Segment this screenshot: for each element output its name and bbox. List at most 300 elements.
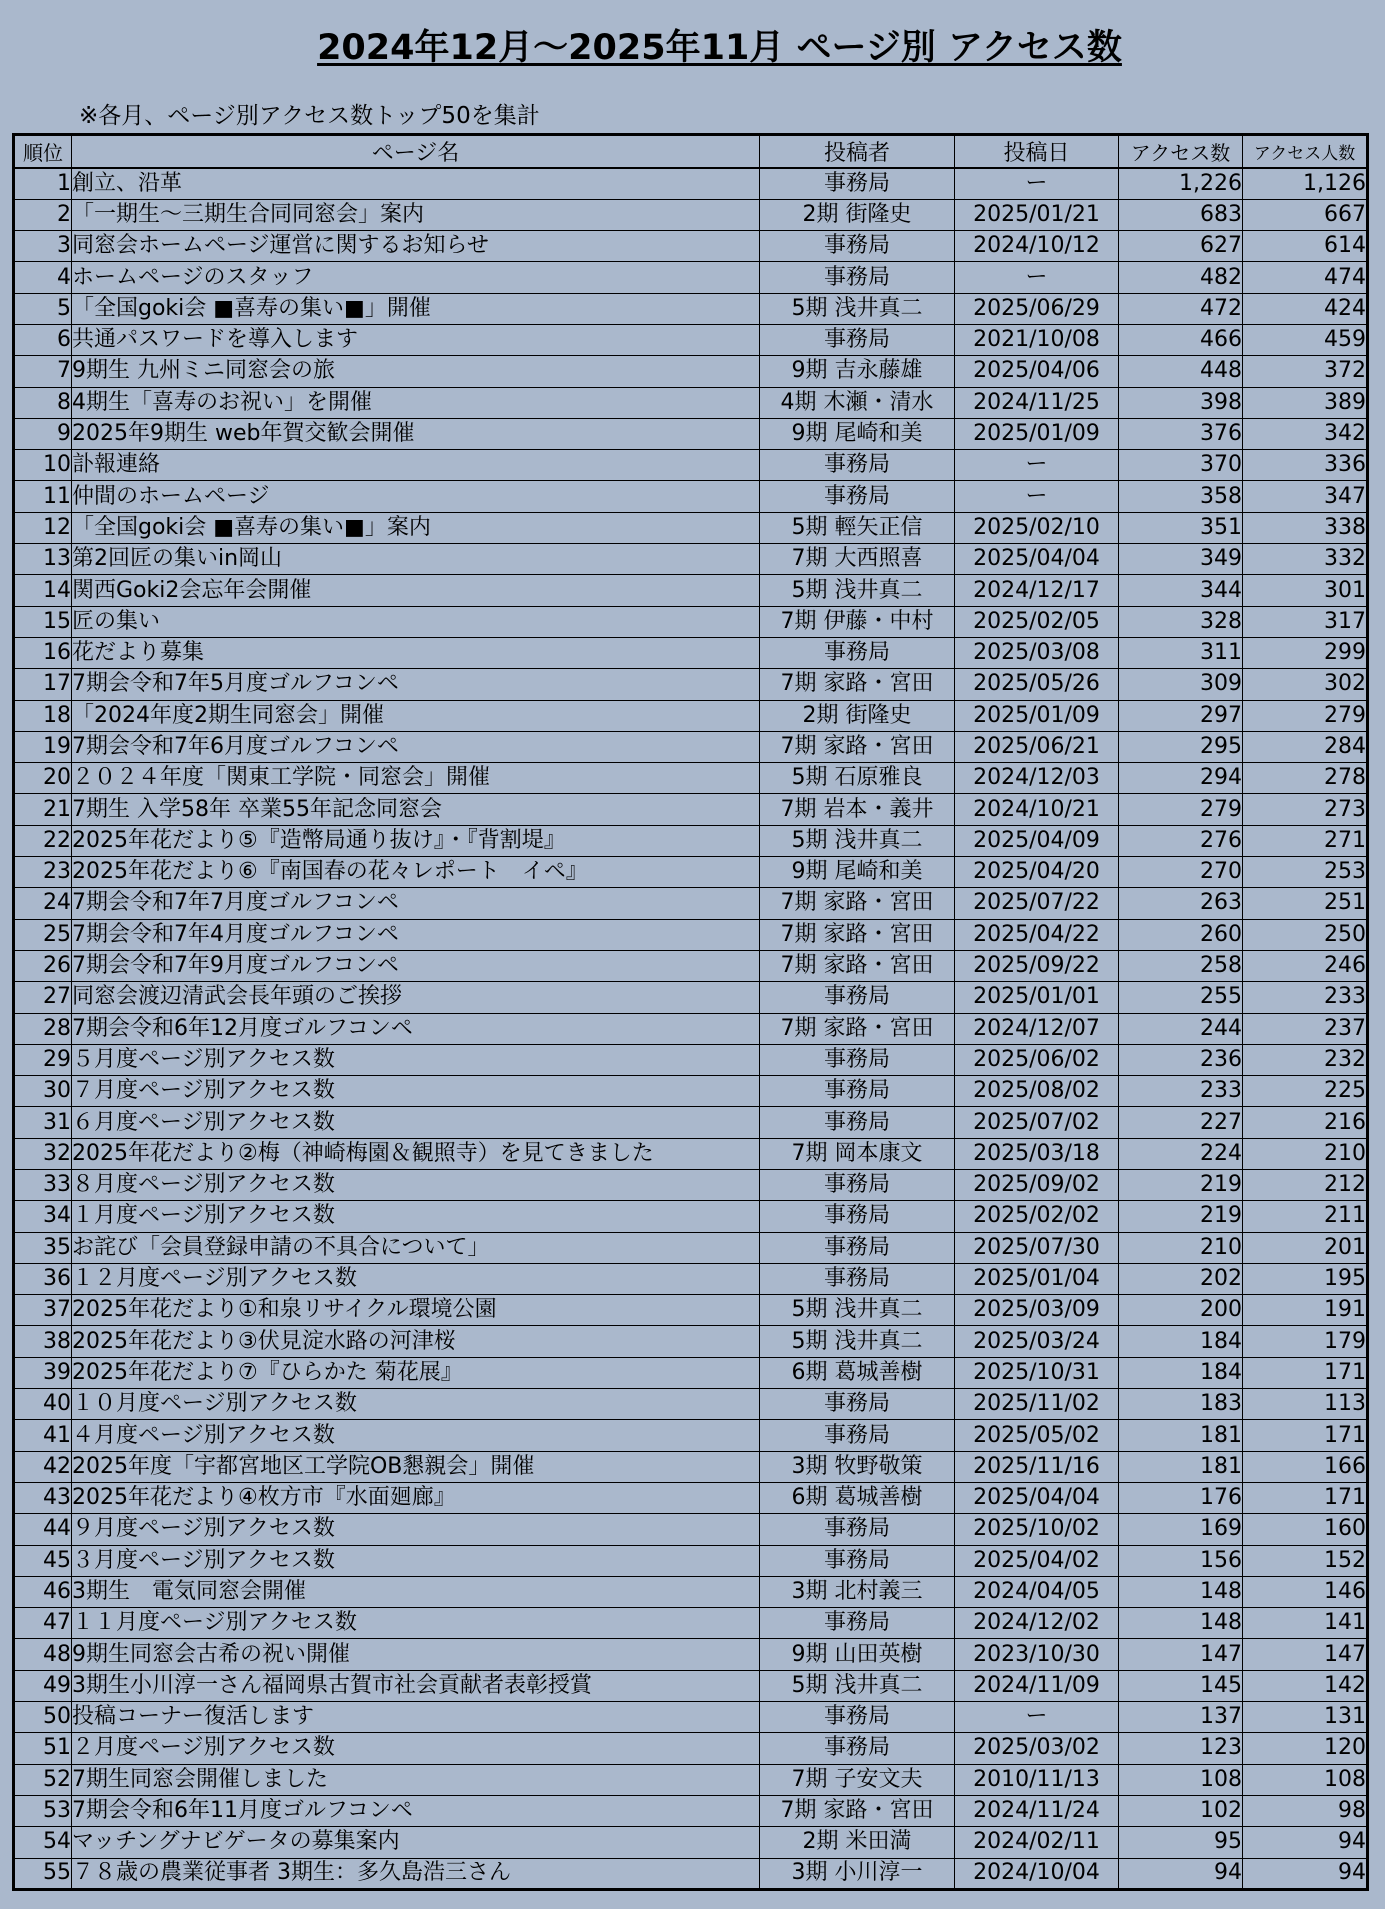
- visitor-count-cell: 171: [1243, 1482, 1368, 1513]
- rank-cell: 11: [14, 481, 72, 512]
- access-count-cell: 200: [1119, 1295, 1243, 1326]
- access-count-cell: 181: [1119, 1451, 1243, 1482]
- access-count-cell: 183: [1119, 1389, 1243, 1420]
- table-row: [14, 168, 1368, 199]
- post-date-cell: 2024/12/07: [955, 1013, 1119, 1044]
- access-count-cell: 156: [1119, 1545, 1243, 1576]
- page-name-cell: ５月度ページ別アクセス数: [72, 1044, 760, 1075]
- poster-cell: 7期 家路・宮田: [760, 1013, 955, 1044]
- page-name-cell: 投稿コーナー復活します: [72, 1702, 760, 1733]
- rank-cell: 14: [14, 575, 72, 606]
- post-date-cell: 2024/12/03: [955, 763, 1119, 794]
- access-count-cell: 279: [1119, 794, 1243, 825]
- page-name-cell: 7期会令和7年6月度ゴルフコンペ: [72, 731, 760, 762]
- poster-cell: 事務局: [760, 1514, 955, 1545]
- page-name-cell: 7期会令和6年11月度ゴルフコンペ: [72, 1795, 760, 1826]
- page-name-cell: 7期会令和7年4月度ゴルフコンペ: [72, 919, 760, 950]
- poster-cell: 事務局: [760, 1170, 955, 1201]
- poster-cell: 7期 大西照喜: [760, 544, 955, 575]
- table-row: [14, 1482, 1368, 1513]
- table-row: [14, 1326, 1368, 1357]
- poster-cell: 事務局: [760, 1545, 955, 1576]
- poster-cell: 5期 石原雅良: [760, 763, 955, 794]
- page-name-cell: 9期生同窓会古希の祝い開催: [72, 1639, 760, 1670]
- table-row: [14, 1357, 1368, 1388]
- table-row: [14, 888, 1368, 919]
- table-row: [14, 512, 1368, 543]
- post-date-cell: 2025/07/30: [955, 1232, 1119, 1263]
- table-row: [14, 356, 1368, 387]
- visitor-count-cell: 171: [1243, 1420, 1368, 1451]
- rank-cell: 36: [14, 1263, 72, 1294]
- post-date-cell: 2025/03/08: [955, 637, 1119, 668]
- rank-cell: 17: [14, 669, 72, 700]
- table-row: [14, 1107, 1368, 1138]
- visitor-count-cell: 614: [1243, 231, 1368, 262]
- poster-cell: 9期 尾崎和美: [760, 418, 955, 449]
- rank-cell: 22: [14, 825, 72, 856]
- post-date-cell: 2025/04/09: [955, 825, 1119, 856]
- poster-cell: 9期 山田英樹: [760, 1639, 955, 1670]
- poster-cell: 事務局: [760, 168, 955, 199]
- table-row: [14, 669, 1368, 700]
- table-row: [14, 450, 1368, 481]
- poster-cell: 7期 岩本・義井: [760, 794, 955, 825]
- page-name-cell: 7期会令和7年9月度ゴルフコンペ: [72, 950, 760, 981]
- access-count-cell: 95: [1119, 1827, 1243, 1858]
- post-date-cell: 2025/03/18: [955, 1138, 1119, 1169]
- poster-cell: 2期 街隆史: [760, 199, 955, 230]
- rank-cell: 27: [14, 982, 72, 1013]
- table-row: [14, 575, 1368, 606]
- poster-cell: 事務局: [760, 1263, 955, 1294]
- rank-cell: 12: [14, 512, 72, 543]
- access-count-cell: 297: [1119, 700, 1243, 731]
- visitor-count-cell: 108: [1243, 1764, 1368, 1795]
- visitor-count-cell: 94: [1243, 1827, 1368, 1858]
- page-name-cell: 2025年9期生 web年賀交歓会開催: [72, 418, 760, 449]
- visitor-count-cell: 667: [1243, 199, 1368, 230]
- table-row: [14, 387, 1368, 418]
- access-count-cell: 219: [1119, 1170, 1243, 1201]
- page-name-cell: 同窓会ホームページ運営に関するお知らせ: [72, 231, 760, 262]
- access-count-cell: 210: [1119, 1232, 1243, 1263]
- rank-cell: 9: [14, 418, 72, 449]
- visitor-count-cell: 94: [1243, 1858, 1368, 1889]
- page-name-cell: 創立、沿革: [72, 168, 760, 199]
- visitor-count-cell: 389: [1243, 387, 1368, 418]
- rank-cell: 19: [14, 731, 72, 762]
- post-date-cell: 2025/07/02: [955, 1107, 1119, 1138]
- poster-cell: 事務局: [760, 481, 955, 512]
- table-row: [14, 1733, 1368, 1764]
- page-name-cell: 第2回匠の集いin岡山: [72, 544, 760, 575]
- access-count-cell: 94: [1119, 1858, 1243, 1889]
- visitor-count-cell: 146: [1243, 1576, 1368, 1607]
- poster-cell: 7期 家路・宮田: [760, 888, 955, 919]
- visitor-count-cell: 160: [1243, 1514, 1368, 1545]
- table-row: [14, 1420, 1368, 1451]
- visitor-count-cell: 347: [1243, 481, 1368, 512]
- post-date-cell: 2025/09/22: [955, 950, 1119, 981]
- table-row: [14, 857, 1368, 888]
- visitor-count-cell: 195: [1243, 1263, 1368, 1294]
- poster-cell: 事務局: [760, 1389, 955, 1420]
- rank-cell: 2: [14, 199, 72, 230]
- rank-cell: 15: [14, 606, 72, 637]
- poster-cell: 7期 岡本康文: [760, 1138, 955, 1169]
- page-name-cell: ４月度ページ別アクセス数: [72, 1420, 760, 1451]
- visitor-count-cell: 171: [1243, 1357, 1368, 1388]
- access-count-cell: 260: [1119, 919, 1243, 950]
- poster-cell: 事務局: [760, 231, 955, 262]
- poster-cell: 7期 家路・宮田: [760, 731, 955, 762]
- post-date-cell: 2021/10/08: [955, 324, 1119, 355]
- access-count-cell: 219: [1119, 1201, 1243, 1232]
- table-row: [14, 418, 1368, 449]
- rank-cell: 16: [14, 637, 72, 668]
- rank-cell: 35: [14, 1232, 72, 1263]
- visitor-count-cell: 216: [1243, 1107, 1368, 1138]
- page-name-cell: お詫び「会員登録申請の不具合について」: [72, 1232, 760, 1263]
- visitor-count-cell: 278: [1243, 763, 1368, 794]
- post-date-cell: 2025/04/22: [955, 919, 1119, 950]
- visitor-count-cell: 166: [1243, 1451, 1368, 1482]
- post-date-cell: 2025/08/02: [955, 1076, 1119, 1107]
- post-date-cell: 2024/02/11: [955, 1827, 1119, 1858]
- page-name-cell: 7期会令和7年5月度ゴルフコンペ: [72, 669, 760, 700]
- table-row: [14, 794, 1368, 825]
- table-row: [14, 919, 1368, 950]
- post-date-cell: 2025/03/24: [955, 1326, 1119, 1357]
- table-row: [14, 1044, 1368, 1075]
- page-name-cell: 7期会令和7年7月度ゴルフコンペ: [72, 888, 760, 919]
- post-date-cell: 2025/05/26: [955, 669, 1119, 700]
- rank-cell: 20: [14, 763, 72, 794]
- page-name-cell: 関西Goki2会忘年会開催: [72, 575, 760, 606]
- poster-cell: 事務局: [760, 1420, 955, 1451]
- access-count-cell: 224: [1119, 1138, 1243, 1169]
- rank-cell: 8: [14, 387, 72, 418]
- access-count-cell: 108: [1119, 1764, 1243, 1795]
- visitor-count-cell: 284: [1243, 731, 1368, 762]
- visitor-count-cell: 113: [1243, 1389, 1368, 1420]
- visitor-count-cell: 237: [1243, 1013, 1368, 1044]
- table-header: [14, 135, 1368, 169]
- visitor-count-cell: 201: [1243, 1232, 1368, 1263]
- access-count-cell: 1,226: [1119, 168, 1243, 199]
- poster-cell: 3期 北村義三: [760, 1576, 955, 1607]
- table-row: [14, 1232, 1368, 1263]
- page-name-cell: ホームページのスタッフ: [72, 262, 760, 293]
- poster-cell: 7期 家路・宮田: [760, 950, 955, 981]
- table-row: [14, 763, 1368, 794]
- header-poster: 投稿者: [760, 135, 955, 169]
- visitor-count-cell: 212: [1243, 1170, 1368, 1201]
- visitor-count-cell: 271: [1243, 825, 1368, 856]
- table-row: [14, 262, 1368, 293]
- access-count-cell: 351: [1119, 512, 1243, 543]
- rank-cell: 26: [14, 950, 72, 981]
- access-count-cell: 349: [1119, 544, 1243, 575]
- post-date-cell: 2025/01/04: [955, 1263, 1119, 1294]
- post-date-cell: 2024/11/09: [955, 1670, 1119, 1701]
- access-count-cell: 181: [1119, 1420, 1243, 1451]
- page-name-cell: 「全国goki会 ■喜寿の集い■」案内: [72, 512, 760, 543]
- page-name-cell: 訃報連絡: [72, 450, 760, 481]
- poster-cell: 7期 伊藤・中村: [760, 606, 955, 637]
- post-date-cell: 2025/01/21: [955, 199, 1119, 230]
- poster-cell: 事務局: [760, 262, 955, 293]
- rank-cell: 4: [14, 262, 72, 293]
- access-count-cell: 227: [1119, 1107, 1243, 1138]
- access-count-cell: 123: [1119, 1733, 1243, 1764]
- page-name-cell: 「全国goki会 ■喜寿の集い■」開催: [72, 293, 760, 324]
- post-date-cell: 2025/06/02: [955, 1044, 1119, 1075]
- visitor-count-cell: 332: [1243, 544, 1368, 575]
- page-name-cell: 「2024年度2期生同窓会」開催: [72, 700, 760, 731]
- poster-cell: 7期 子安文夫: [760, 1764, 955, 1795]
- table-row: [14, 950, 1368, 981]
- rank-cell: 5: [14, 293, 72, 324]
- rank-cell: 45: [14, 1545, 72, 1576]
- table-row: [14, 1545, 1368, 1576]
- post-date-cell: 2025/03/02: [955, 1733, 1119, 1764]
- page-name-cell: 2025年花だより①和泉リサイクル環境公園: [72, 1295, 760, 1326]
- rank-cell: 52: [14, 1764, 72, 1795]
- rank-cell: 47: [14, 1608, 72, 1639]
- visitor-count-cell: 459: [1243, 324, 1368, 355]
- rank-cell: 31: [14, 1107, 72, 1138]
- rank-cell: 39: [14, 1357, 72, 1388]
- rank-cell: 40: [14, 1389, 72, 1420]
- table-row: [14, 1858, 1368, 1889]
- rank-cell: 49: [14, 1670, 72, 1701]
- rank-cell: 32: [14, 1138, 72, 1169]
- rank-cell: 50: [14, 1702, 72, 1733]
- rank-cell: 7: [14, 356, 72, 387]
- table-row: [14, 1514, 1368, 1545]
- poster-cell: 5期 浅井真二: [760, 293, 955, 324]
- post-date-cell: 2025/02/02: [955, 1201, 1119, 1232]
- rank-cell: 43: [14, 1482, 72, 1513]
- post-date-cell: 2025/01/09: [955, 700, 1119, 731]
- poster-cell: 事務局: [760, 1044, 955, 1075]
- rank-cell: 23: [14, 857, 72, 888]
- table-row: [14, 481, 1368, 512]
- rank-cell: 54: [14, 1827, 72, 1858]
- access-count-cell: 294: [1119, 763, 1243, 794]
- table-row: [14, 1201, 1368, 1232]
- access-count-cell: 145: [1119, 1670, 1243, 1701]
- poster-cell: 2期 米田満: [760, 1827, 955, 1858]
- page-name-cell: 2025年度「宇都宮地区工学院OB懇親会」開催: [72, 1451, 760, 1482]
- page-name-cell: ２０２４年度「関東工学院・同窓会」開催: [72, 763, 760, 794]
- table-row: [14, 544, 1368, 575]
- poster-cell: 5期 浅井真二: [760, 1670, 955, 1701]
- poster-cell: 5期 浅井真二: [760, 825, 955, 856]
- table-row: [14, 1795, 1368, 1826]
- poster-cell: 事務局: [760, 1702, 955, 1733]
- rank-cell: 51: [14, 1733, 72, 1764]
- visitor-count-cell: 120: [1243, 1733, 1368, 1764]
- rank-cell: 6: [14, 324, 72, 355]
- post-date-cell: 2025/01/01: [955, 982, 1119, 1013]
- table-row: [14, 231, 1368, 262]
- table-row: [14, 606, 1368, 637]
- post-date-cell: 2024/04/05: [955, 1576, 1119, 1607]
- poster-cell: 7期 家路・宮田: [760, 1795, 955, 1826]
- page-name-cell: １１月度ページ別アクセス数: [72, 1608, 760, 1639]
- table-row: [14, 637, 1368, 668]
- rank-cell: 46: [14, 1576, 72, 1607]
- visitor-count-cell: 279: [1243, 700, 1368, 731]
- access-count-cell: 466: [1119, 324, 1243, 355]
- access-count-cell: 184: [1119, 1357, 1243, 1388]
- access-count-cell: 270: [1119, 857, 1243, 888]
- header-row: [14, 135, 1368, 169]
- table-row: [14, 825, 1368, 856]
- poster-cell: 5期 輕矢正信: [760, 512, 955, 543]
- rank-cell: 3: [14, 231, 72, 262]
- visitor-count-cell: 317: [1243, 606, 1368, 637]
- poster-cell: 3期 牧野敬策: [760, 1451, 955, 1482]
- post-date-cell: 2024/10/12: [955, 231, 1119, 262]
- rank-cell: 10: [14, 450, 72, 481]
- post-date-cell: 2023/10/30: [955, 1639, 1119, 1670]
- rank-cell: 33: [14, 1170, 72, 1201]
- post-date-cell: 2025/04/02: [955, 1545, 1119, 1576]
- access-count-cell: 176: [1119, 1482, 1243, 1513]
- post-date-cell: 2025/10/02: [955, 1514, 1119, 1545]
- access-count-cell: 276: [1119, 825, 1243, 856]
- page-name-cell: 共通パスワードを導入します: [72, 324, 760, 355]
- post-date-cell: 2025/11/02: [955, 1389, 1119, 1420]
- header-rank: 順位: [14, 135, 72, 169]
- access-count-cell: 448: [1119, 356, 1243, 387]
- post-date-cell: 2024/11/24: [955, 1795, 1119, 1826]
- access-count-cell: 263: [1119, 888, 1243, 919]
- access-count-cell: 328: [1119, 606, 1243, 637]
- page-name-cell: マッチングナビゲータの募集案内: [72, 1827, 760, 1858]
- access-count-cell: 370: [1119, 450, 1243, 481]
- table-row: [14, 1702, 1368, 1733]
- poster-cell: 9期 尾崎和美: [760, 857, 955, 888]
- header-access-count: アクセス数: [1119, 135, 1243, 169]
- table-row: [14, 199, 1368, 230]
- visitor-count-cell: 273: [1243, 794, 1368, 825]
- table-row: [14, 324, 1368, 355]
- access-count-cell: 376: [1119, 418, 1243, 449]
- poster-cell: 事務局: [760, 1107, 955, 1138]
- page-name-cell: １２月度ページ別アクセス数: [72, 1263, 760, 1294]
- page-name-cell: 2025年花だより⑥『南国春の花々レポート イペ』: [72, 857, 760, 888]
- post-date-cell: 2024/10/04: [955, 1858, 1119, 1889]
- visitor-count-cell: 336: [1243, 450, 1368, 481]
- post-date-cell: 2025/02/05: [955, 606, 1119, 637]
- visitor-count-cell: 474: [1243, 262, 1368, 293]
- table-row: [14, 1076, 1368, 1107]
- page-name-cell: 同窓会渡辺清武会長年頭のご挨拶: [72, 982, 760, 1013]
- poster-cell: 6期 葛城善樹: [760, 1482, 955, 1513]
- page-name-cell: 4期生「喜寿のお祝い」を開催: [72, 387, 760, 418]
- access-ranking-table: [12, 133, 1369, 1891]
- visitor-count-cell: 372: [1243, 356, 1368, 387]
- table-body: [14, 168, 1368, 1889]
- page-name-cell: 3期生小川淳一さん福岡県古賀市社会貢献者表彰授賞: [72, 1670, 760, 1701]
- poster-cell: 7期 家路・宮田: [760, 919, 955, 950]
- visitor-count-cell: 141: [1243, 1608, 1368, 1639]
- table-row: [14, 982, 1368, 1013]
- page-name-cell: 7期生 入学58年 卒業55年記念同窓会: [72, 794, 760, 825]
- post-date-cell: 2025/04/20: [955, 857, 1119, 888]
- post-date-cell: 2025/06/21: [955, 731, 1119, 762]
- page-name-cell: 7期生同窓会開催しました: [72, 1764, 760, 1795]
- post-date-cell: 2024/10/21: [955, 794, 1119, 825]
- visitor-count-cell: 98: [1243, 1795, 1368, 1826]
- access-count-cell: 202: [1119, 1263, 1243, 1294]
- visitor-count-cell: 147: [1243, 1639, 1368, 1670]
- rank-cell: 28: [14, 1013, 72, 1044]
- access-count-cell: 169: [1119, 1514, 1243, 1545]
- visitor-count-cell: 152: [1243, 1545, 1368, 1576]
- page-name-cell: ８月度ページ別アクセス数: [72, 1170, 760, 1201]
- access-count-cell: 311: [1119, 637, 1243, 668]
- rank-cell: 55: [14, 1858, 72, 1889]
- post-date-cell: 2025/10/31: [955, 1357, 1119, 1388]
- poster-cell: 5期 浅井真二: [760, 1295, 955, 1326]
- visitor-count-cell: 424: [1243, 293, 1368, 324]
- table-row: [14, 1827, 1368, 1858]
- poster-cell: 事務局: [760, 1201, 955, 1232]
- table-row: [14, 1608, 1368, 1639]
- poster-cell: 事務局: [760, 1232, 955, 1263]
- page-title: 2024年12月～2025年11月 ページ別 アクセス数: [317, 28, 1122, 68]
- poster-cell: 7期 家路・宮田: [760, 669, 955, 700]
- access-count-cell: 102: [1119, 1795, 1243, 1826]
- table-row: [14, 1670, 1368, 1701]
- visitor-count-cell: 232: [1243, 1044, 1368, 1075]
- page-name-cell: 匠の集い: [72, 606, 760, 637]
- visitor-count-cell: 338: [1243, 512, 1368, 543]
- note-text: ※各月、ページ別アクセス数トップ50を集計: [79, 103, 540, 129]
- access-count-cell: 236: [1119, 1044, 1243, 1075]
- access-count-cell: 309: [1119, 669, 1243, 700]
- access-count-cell: 244: [1119, 1013, 1243, 1044]
- poster-cell: 事務局: [760, 1733, 955, 1764]
- post-date-cell: 2025/09/02: [955, 1170, 1119, 1201]
- access-count-cell: 627: [1119, 231, 1243, 262]
- post-date-cell: 2025/03/09: [955, 1295, 1119, 1326]
- poster-cell: 2期 街隆史: [760, 700, 955, 731]
- post-date-cell: 2025/05/02: [955, 1420, 1119, 1451]
- visitor-count-cell: 253: [1243, 857, 1368, 888]
- post-date-cell: 2025/04/06: [955, 356, 1119, 387]
- post-date-cell: 2025/07/22: [955, 888, 1119, 919]
- post-date-cell: 2025/01/09: [955, 418, 1119, 449]
- visitor-count-cell: 1,126: [1243, 168, 1368, 199]
- rank-cell: 44: [14, 1514, 72, 1545]
- poster-cell: 6期 葛城善樹: [760, 1357, 955, 1388]
- post-date-cell: ー: [955, 1702, 1119, 1733]
- table-row: [14, 731, 1368, 762]
- rank-cell: 1: [14, 168, 72, 199]
- access-count-cell: 255: [1119, 982, 1243, 1013]
- access-count-cell: 358: [1119, 481, 1243, 512]
- poster-cell: 5期 浅井真二: [760, 1326, 955, 1357]
- access-count-cell: 258: [1119, 950, 1243, 981]
- table-row: [14, 1576, 1368, 1607]
